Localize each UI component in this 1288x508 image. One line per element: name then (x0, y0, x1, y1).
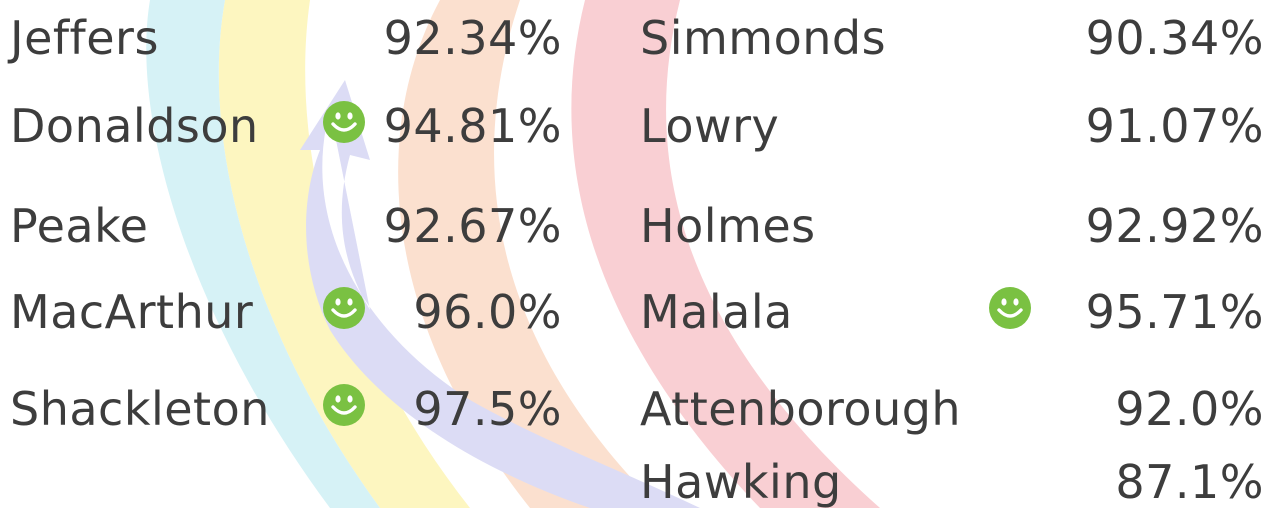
smiley-face-icon (322, 286, 366, 330)
student-name: MacArthur (10, 285, 254, 339)
percentage-value: 91.07% (1085, 99, 1264, 153)
student-name: Shackleton (10, 382, 270, 436)
percentage-value: 95.71% (1085, 285, 1264, 339)
percentage-value: 92.0% (1115, 382, 1264, 436)
percentage-value: 90.34% (1085, 11, 1264, 65)
student-name: Jeffers (10, 11, 159, 65)
student-name: Peake (10, 199, 149, 253)
student-name: Simmonds (640, 11, 887, 65)
percentage-value: 96.0% (413, 285, 562, 339)
percentage-value: 97.5% (413, 382, 562, 436)
student-name: Malala (640, 285, 793, 339)
student-name: Holmes (640, 199, 816, 253)
smiley-face-icon (988, 286, 1032, 330)
smiley-face-icon (322, 383, 366, 427)
student-name: Hawking (640, 455, 842, 508)
student-name: Attenborough (640, 382, 962, 436)
percentage-value: 92.34% (383, 11, 562, 65)
percentage-value: 87.1% (1115, 455, 1264, 508)
percentage-value: 92.92% (1085, 199, 1264, 253)
student-name: Lowry (640, 99, 780, 153)
percentage-value: 94.81% (383, 99, 562, 153)
student-name: Donaldson (10, 99, 259, 153)
percentage-value: 92.67% (383, 199, 562, 253)
smiley-face-icon (322, 100, 366, 144)
